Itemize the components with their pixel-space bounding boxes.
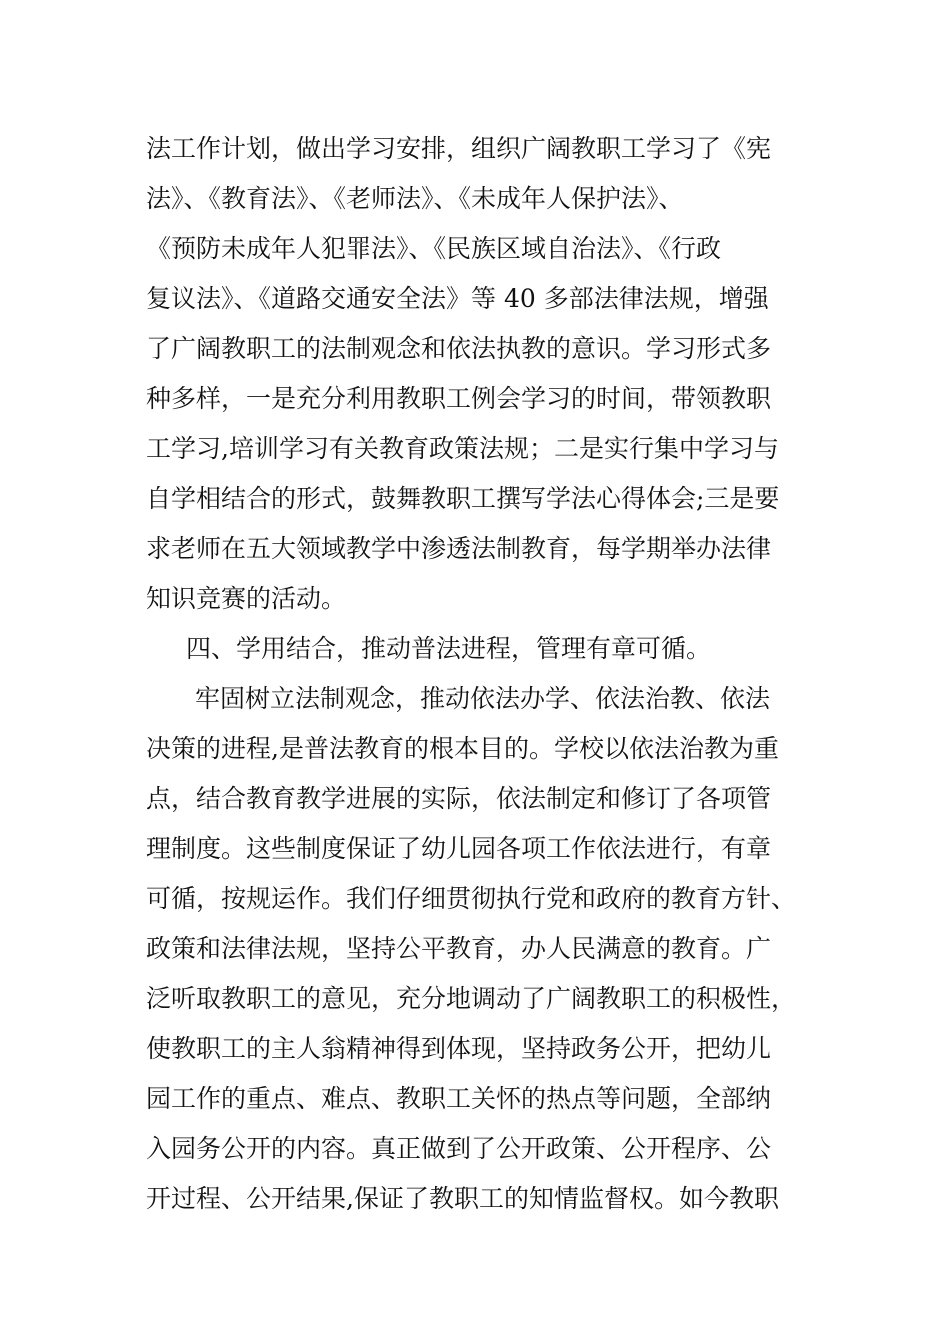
- text-line: 法工作计划，做出学习安排，组织广阔教职工学习了《宪: [146, 134, 772, 163]
- text-line: 政策和法律法规，坚持公平教育，办人民满意的教育。广: [146, 934, 772, 963]
- text-line: 牢固树立法制观念，推动依法办学、依法治教、依法: [195, 684, 771, 713]
- text-line: 法》、《教育法》、《老师法》、《未成年人保护法》、: [146, 184, 684, 213]
- text-line: 点，结合教育教学进展的实际，依法制定和修订了各项管: [146, 784, 772, 813]
- text-line: 复议法》、《道路交通安全法》等 40 多部法律法规，增强: [146, 284, 769, 313]
- text-line: 自学相结合的形式，鼓舞教职工撰写学法心得体会;三是要: [146, 484, 780, 513]
- text-line: 求老师在五大领域教学中渗透法制教育，每学期举办法律: [146, 534, 772, 563]
- text-line: 开过程、公开结果,保证了教职工的知情监督权。如今教职: [146, 1184, 779, 1213]
- text-line: 泛听取教职工的意见，充分地调动了广阔教职工的积极性，: [146, 984, 797, 1013]
- text-line: 了广阔教职工的法制观念和依法执教的意识。学习形式多: [146, 334, 772, 363]
- section-heading: 四、学用结合，推动普法进程，管理有章可循。: [186, 634, 712, 663]
- text-line: 可循，按规运作。我们仔细贯彻执行党和政府的教育方针、: [146, 884, 797, 913]
- text-line: 理制度。这些制度保证了幼儿园各项工作依法进行，有章: [146, 834, 772, 863]
- text-line: 《预防未成年人犯罪法》、《民族区域自治法》、《行政: [146, 234, 722, 263]
- text-line: 工学习,培训学习有关教育政策法规；二是实行集中学习与: [146, 434, 779, 463]
- text-line: 知识竞赛的活动。: [146, 584, 347, 613]
- text-line: 园工作的重点、难点、教职工关怀的热点等问题，全部纳: [146, 1084, 772, 1113]
- text-line: 使教职工的主人翁精神得到体现，坚持政务公开，把幼儿: [146, 1034, 772, 1063]
- text-line: 入园务公开的内容。真正做到了公开政策、公开程序、公: [146, 1134, 772, 1163]
- text-line: 种多样，一是充分利用教职工例会学习的时间，带领教职: [146, 384, 772, 413]
- text-line: 决策的进程,是普法教育的根本目的。学校以依法治教为重: [146, 734, 779, 763]
